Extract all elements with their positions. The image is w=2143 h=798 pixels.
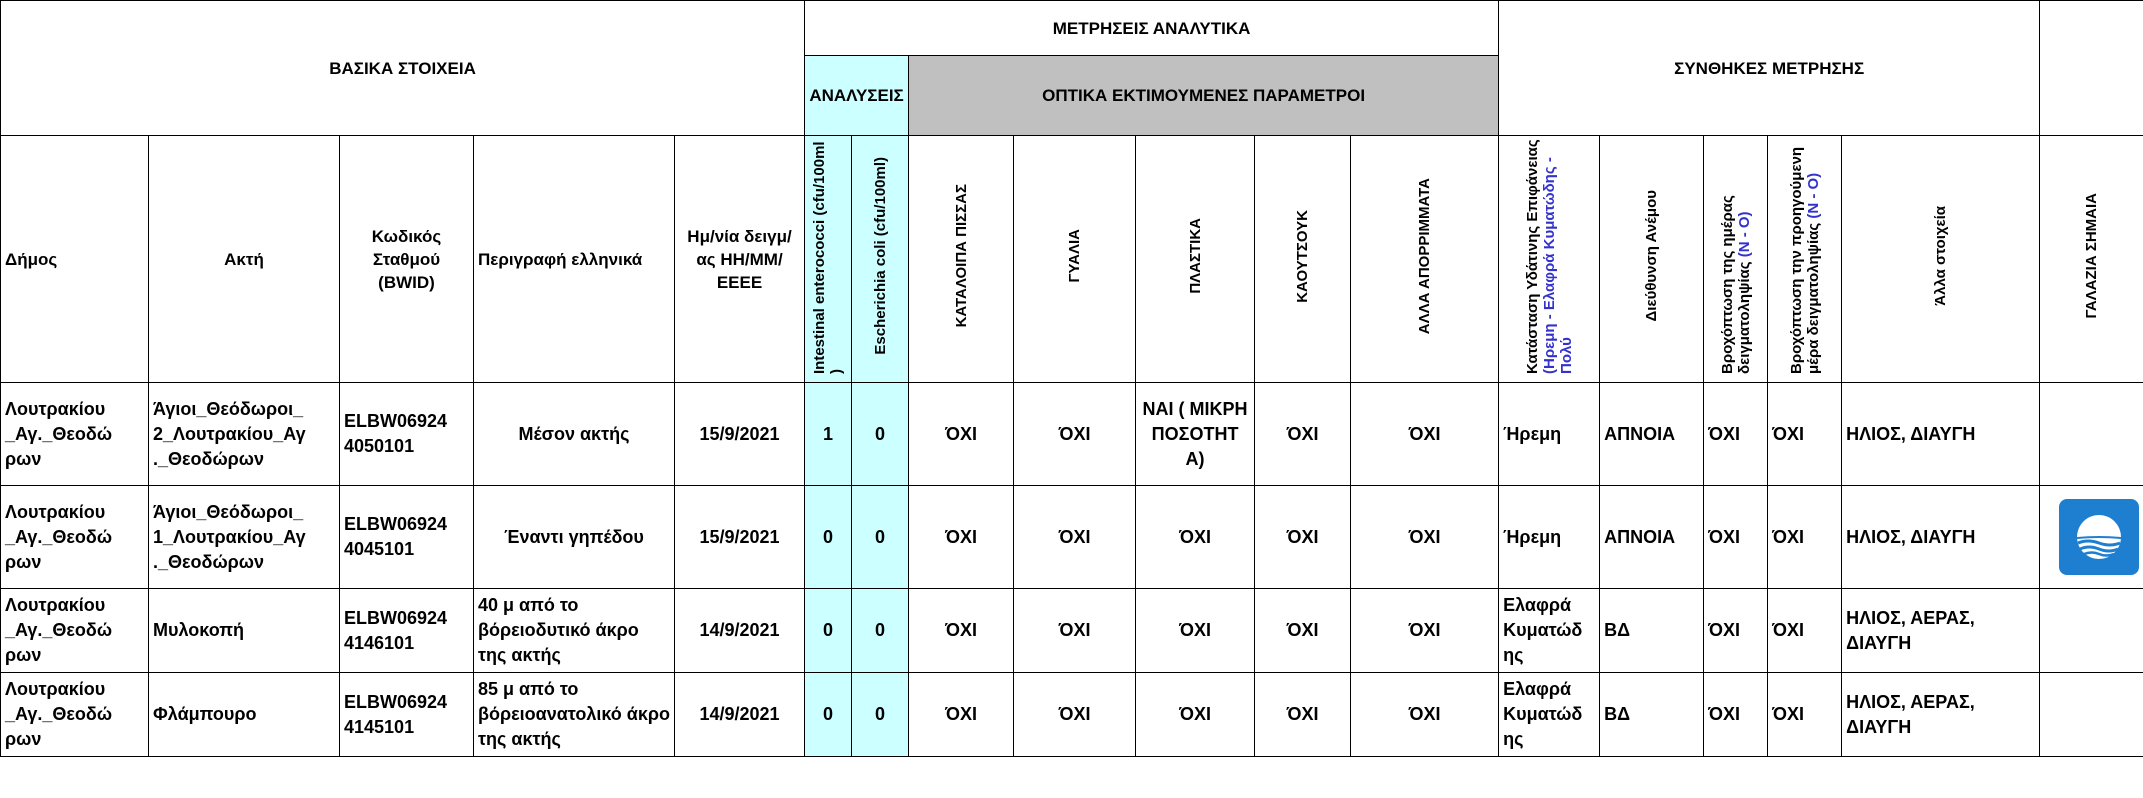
cell-rain-prev: ΌΧΙ <box>1768 673 1842 757</box>
cell-ecoli: 0 <box>852 673 909 757</box>
water-state-options: (Ηρεμη - Ελαφρά Κυματώδης - Πολύ <box>1540 157 1575 374</box>
cell-enterococci: 0 <box>805 673 852 757</box>
col-tar: ΚΑΤΑΛΟΙΠΑ ΠΙΣΣΑΣ <box>909 136 1014 383</box>
cell-ecoli: 0 <box>852 383 909 486</box>
col-wind: Διεύθυνση Ανέμου <box>1600 136 1704 383</box>
col-other: Άλλα στοιχεία <box>1842 136 2040 383</box>
cell-other-waste: ΌΧΙ <box>1351 486 1499 589</box>
col-beach: Ακτή <box>149 136 340 383</box>
cell-ecoli: 0 <box>852 589 909 673</box>
cell-tar: ΌΧΙ <box>909 673 1014 757</box>
col-rain-today: Βροχόπτωση της ημέρας δειγματοληψίας (Ν - Ο) <box>1704 136 1768 383</box>
cell-station-code: ELBW06924 4050101 <box>340 383 474 486</box>
cell-plastic: ΌΧΙ <box>1136 673 1255 757</box>
cell-beach: Άγιοι_Θεόδωροι_ 1_Λουτρακίου_Αγ ._Θεοδώρων <box>149 486 340 589</box>
cell-plastic: ΝΑΙ ( ΜΙΚΡΗ ΠΟΣΟΤΗΤ Α) <box>1136 383 1255 486</box>
col-municipality: Δήμος <box>1 136 149 383</box>
cell-blue-flag <box>2040 589 2143 673</box>
cell-water-state: Ελαφρά Κυματώδ ης <box>1499 673 1600 757</box>
cell-rain-today: ΌΧΙ <box>1704 589 1768 673</box>
header-conditions: ΣΥΝΘΗΚΕΣ ΜΕΤΡΗΣΗΣ <box>1499 1 2040 136</box>
cell-beach: Φλάμπουρο <box>149 673 340 757</box>
cell-rubber: ΌΧΙ <box>1255 589 1351 673</box>
cell-wind: ΒΔ <box>1600 589 1704 673</box>
cell-station-code: ELBW06924 4146101 <box>340 589 474 673</box>
cell-rubber: ΌΧΙ <box>1255 486 1351 589</box>
cell-plastic: ΌΧΙ <box>1136 486 1255 589</box>
cell-wind: ΑΠΝΟΙΑ <box>1600 383 1704 486</box>
table-row <box>1 383 2143 486</box>
table-row <box>1 589 2143 673</box>
cell-water-state: Ελαφρά Κυματώδ ης <box>1499 589 1600 673</box>
cell-municipality: Λουτρακίου _Αγ._Θεοδώ ρων <box>1 673 149 757</box>
cell-rain-prev: ΌΧΙ <box>1768 486 1842 589</box>
rain-today-options: (Ν - Ο) <box>1735 211 1753 258</box>
cell-other: ΗΛΙΟΣ, ΑΕΡΑΣ, ΔΙΑΥΓΗ <box>1842 673 2040 757</box>
col-water-state: Κατάσταση Υδάτινης Επιφάνειας (Ηρεμη - Ελαφρά Κυματώδης - Πολύ <box>1499 136 1600 383</box>
cell-enterococci: 0 <box>805 589 852 673</box>
cell-rubber: ΌΧΙ <box>1255 673 1351 757</box>
table-row <box>1 673 2143 757</box>
cell-ecoli: 0 <box>852 486 909 589</box>
col-station-code: Κωδικός Σταθμού (BWID) <box>340 136 474 383</box>
cell-enterococci: 0 <box>805 486 852 589</box>
cell-rubber: ΌΧΙ <box>1255 383 1351 486</box>
cell-tar: ΌΧΙ <box>909 589 1014 673</box>
cell-other-waste: ΌΧΙ <box>1351 673 1499 757</box>
cell-rain-today: ΌΧΙ <box>1704 383 1768 486</box>
col-ecoli: Escherichia coli (cfu/100ml) <box>852 136 909 383</box>
cell-beach: Μυλοκοπή <box>149 589 340 673</box>
cell-municipality: Λουτρακίου _Αγ._Θεοδώ ρων <box>1 383 149 486</box>
col-plastic: ΠΛΑΣΤΙΚΑ <box>1136 136 1255 383</box>
cell-rain-prev: ΌΧΙ <box>1768 589 1842 673</box>
header-blank <box>2040 1 2143 136</box>
cell-enterococci: 1 <box>805 383 852 486</box>
header-optical: ΟΠΤΙΚΑ ΕΚΤΙΜΟΥΜΕΝΕΣ ΠΑΡΑΜΕΤΡΟΙ <box>909 56 1499 136</box>
col-enterococci: Intestinal enterococci (cfu/100ml ) <box>805 136 852 383</box>
cell-station-code: ELBW06924 4045101 <box>340 486 474 589</box>
cell-other-waste: ΌΧΙ <box>1351 589 1499 673</box>
cell-municipality: Λουτρακίου _Αγ._Θεοδώ ρων <box>1 486 149 589</box>
cell-date: 15/9/2021 <box>675 486 805 589</box>
cell-rain-prev: ΌΧΙ <box>1768 383 1842 486</box>
cell-date: 14/9/2021 <box>675 589 805 673</box>
cell-glass: ΌΧΙ <box>1014 589 1136 673</box>
col-glass: ΓΥΑΛΙΑ <box>1014 136 1136 383</box>
blue-flag-icon <box>2059 499 2139 575</box>
cell-date: 15/9/2021 <box>675 383 805 486</box>
table-row <box>1 486 2143 589</box>
cell-rain-today: ΌΧΙ <box>1704 486 1768 589</box>
col-description: Περιγραφή ελληνικά <box>474 136 675 383</box>
cell-water-state: Ήρεμη <box>1499 383 1600 486</box>
cell-description: 40 μ από το βόρειοδυτικό άκρο της ακτής <box>474 589 675 673</box>
cell-beach: Άγιοι_Θεόδωροι_ 2_Λουτρακίου_Αγ ._Θεοδώρων <box>149 383 340 486</box>
cell-wind: ΒΔ <box>1600 673 1704 757</box>
header-basic: ΒΑΣΙΚΑ ΣΤΟΙΧΕΙΑ <box>1 1 805 136</box>
cell-other-waste: ΌΧΙ <box>1351 383 1499 486</box>
cell-other: ΗΛΙΟΣ, ΑΕΡΑΣ, ΔΙΑΥΓΗ <box>1842 589 2040 673</box>
cell-other: ΗΛΙΟΣ, ΔΙΑΥΓΗ <box>1842 383 2040 486</box>
col-rubber: ΚΑΟΥΤΣΟΥΚ <box>1255 136 1351 383</box>
cell-water-state: Ήρεμη <box>1499 486 1600 589</box>
cell-glass: ΌΧΙ <box>1014 486 1136 589</box>
col-date: Ημ/νία δειγμ/ας ΗΗ/ΜΜ/ΕΕΕΕ <box>675 136 805 383</box>
cell-municipality: Λουτρακίου _Αγ._Θεοδώ ρων <box>1 589 149 673</box>
header-measurements: ΜΕΤΡΗΣΕΙΣ ΑΝΑΛΥΤΙΚΑ <box>805 1 1499 56</box>
cell-rain-today: ΌΧΙ <box>1704 673 1768 757</box>
cell-description: Μέσον ακτής <box>474 383 675 486</box>
header-analyses: ΑΝΑΛΥΣΕΙΣ <box>805 56 909 136</box>
cell-tar: ΌΧΙ <box>909 383 1014 486</box>
cell-plastic: ΌΧΙ <box>1136 589 1255 673</box>
col-rain-prev: Βροχόπτωση την προηγούμενη μέρα δειγματοληψίας (Ν - Ο) <box>1768 136 1842 383</box>
cell-other: ΗΛΙΟΣ, ΔΙΑΥΓΗ <box>1842 486 2040 589</box>
cell-blue-flag <box>2040 673 2143 757</box>
cell-station-code: ELBW06924 4145101 <box>340 673 474 757</box>
cell-blue-flag <box>2040 486 2143 589</box>
cell-blue-flag <box>2040 383 2143 486</box>
cell-description: 85 μ από το βόρειοανατολικό άκρο της ακτής <box>474 673 675 757</box>
cell-glass: ΌΧΙ <box>1014 673 1136 757</box>
cell-tar: ΌΧΙ <box>909 486 1014 589</box>
rain-prev-options: (Ν - Ο) <box>1804 172 1822 219</box>
col-blue-flag: ΓΑΛΑΖΙΑ ΣΗΜΑΙΑ <box>2040 136 2143 383</box>
cell-glass: ΌΧΙ <box>1014 383 1136 486</box>
cell-date: 14/9/2021 <box>675 673 805 757</box>
col-other-waste: ΑΛΛΑ ΑΠΟΡΡΙΜΜΑΤΑ <box>1351 136 1499 383</box>
cell-wind: ΑΠΝΟΙΑ <box>1600 486 1704 589</box>
cell-description: Έναντι γηπέδου <box>474 486 675 589</box>
